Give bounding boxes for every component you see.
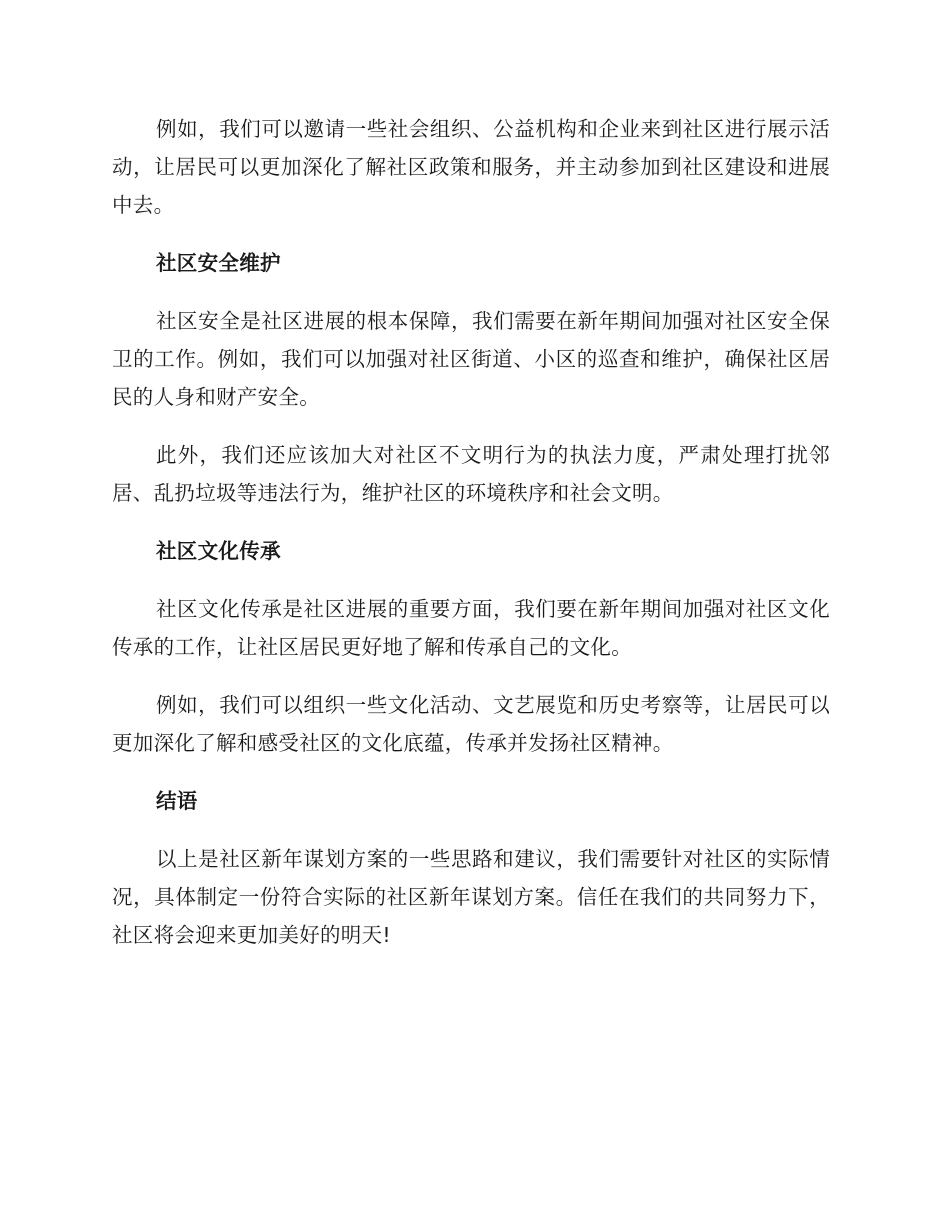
paragraph-exhibition-activities: 例如，我们可以邀请一些社会组织、公益机构和企业来到社区进行展示活动，让居民可以更加深化了解社区政策和服务，并主动参加到社区建设和进展中去。 <box>112 117 830 217</box>
heading-cultural-heritage: 社区文化传承 <box>156 539 281 563</box>
heading-conclusion: 结语 <box>156 789 198 813</box>
document-page <box>112 110 830 974</box>
paragraph-enforcement: 此外，我们还应该加大对社区不文明行为的执法力度，严肃处理打扰邻居、乱扔垃圾等违法行为，维护社区的环境秩序和社会文明。 <box>112 443 830 505</box>
paragraph-conclusion: 以上是社区新年谋划方案的一些思路和建议，我们需要针对社区的实际情况，具体制定一份符合实际的社区新年谋划方案。信任在我们的共同努力下，社区将会迎来更加美好的明天! <box>112 847 830 947</box>
paragraph-safety-guarantee: 社区安全是社区进展的根本保障，我们需要在新年期间加强对社区安全保卫的工作。例如，我们可以加强对社区街道、小区的巡查和维护，确保社区居民的人身和财产安全。 <box>112 309 830 409</box>
heading-community-safety: 社区安全维护 <box>156 251 281 275</box>
paragraph-culture-activities: 例如，我们可以组织一些文化活动、文艺展览和历史考察等，让居民可以更加深化了解和感受社区的文化底蕴，传承并发扬社区精神。 <box>112 693 830 755</box>
paragraph-culture-importance: 社区文化传承是社区进展的重要方面，我们要在新年期间加强对社区文化传承的工作，让社区居民更好地了解和传承自己的文化。 <box>112 597 830 659</box>
